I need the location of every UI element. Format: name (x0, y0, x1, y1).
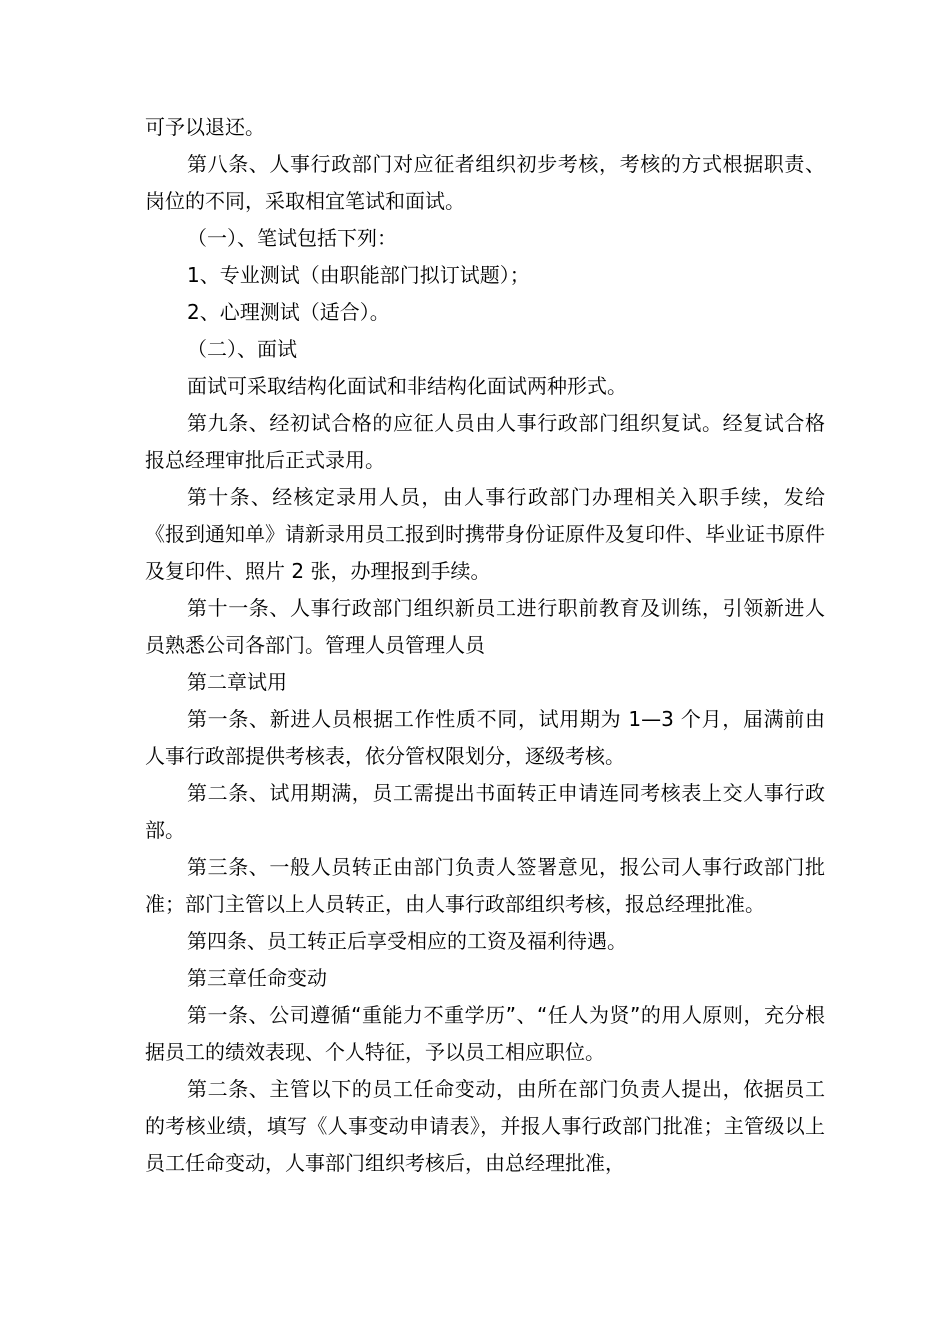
paragraph: （一）、笔试包括下列： (187, 226, 397, 250)
paragraph: 第一条、新进人员根据工作性质不同，试用期为 1—3 个月，届满前由人事行政部提供考核表，依分管权限划分，逐级考核。 (145, 707, 825, 768)
paragraph: 第二条、试用期满，员工需提出书面转正申请连同考核表上交人事行政部。 (145, 781, 825, 842)
paragraph: 第十一条、人事行政部门组织新员工进行职前教育及训练，引领新进人员熟悉公司各部门。管理人员管理人员 (145, 596, 825, 657)
paragraph: （二）、面试 (187, 337, 297, 361)
paragraph: 第二条、主管以下的员工任命变动，由所在部门负责人提出，依据员工的考核业绩，填写《人事变动申请表》，并报人事行政部门批准；主管级以上员工任命变动，人事部门组织考核后，由总经理批准， (145, 1077, 825, 1175)
paragraph: 第十条、经核定录用人员，由人事行政部门办理相关入职手续，发给《报到通知单》请新录用员工报到时携带身份证原件及复印件、毕业证书原件及复印件、照片 2 张，办理报到手续。 (145, 485, 825, 583)
paragraph: 第八条、人事行政部门对应征者组织初步考核，考核的方式根据职责、岗位的不同，采取相宜笔试和面试。 (145, 152, 825, 213)
paragraph: 可予以退还。 (145, 115, 265, 139)
paragraph: 第二章试用 (187, 670, 287, 694)
paragraph: 第三条、一般人员转正由部门负责人签署意见，报公司人事行政部门批准；部门主管以上人员转正，由人事行政部组织考核，报总经理批准。 (145, 855, 825, 916)
paragraph: 第四条、员工转正后享受相应的工资及福利待遇。 (187, 929, 627, 953)
paragraph: 2、心理测试（适合）。 (187, 300, 390, 324)
paragraph: 1、专业测试（由职能部门拟订试题）； (187, 263, 530, 287)
paragraph: 第三章任命变动 (187, 966, 327, 990)
paragraph: 第九条、经初试合格的应征人员由人事行政部门组织复试。经复试合格报总经理审批后正式录用。 (145, 411, 825, 472)
paragraph: 第一条、公司遵循“重能力不重学历”、“任人为贤”的用人原则，充分根据员工的绩效表现、个人特征，予以员工相应职位。 (145, 1003, 825, 1064)
paragraph: 面试可采取结构化面试和非结构化面试两种形式。 (187, 374, 627, 398)
document-body (145, 109, 825, 1182)
